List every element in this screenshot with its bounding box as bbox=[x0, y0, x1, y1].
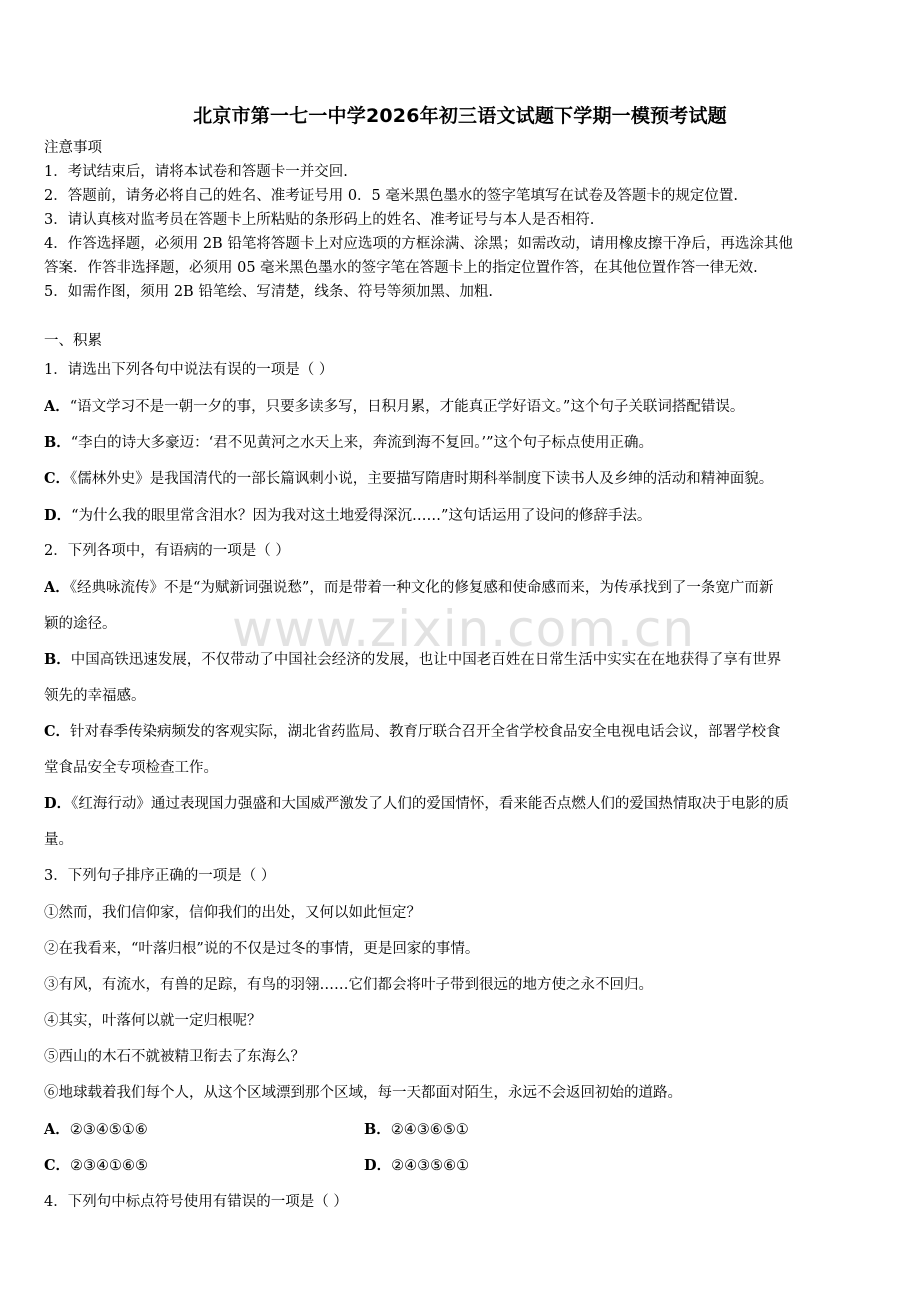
option-d bbox=[44, 794, 878, 814]
option-label: D． bbox=[44, 795, 72, 812]
option-d bbox=[44, 506, 878, 526]
question-stem: 4．下列句中标点符号使用有错误的一项是（ ） bbox=[44, 1194, 348, 1210]
option-label: A． bbox=[44, 1121, 70, 1138]
option-d-continued: 量。 bbox=[44, 832, 73, 848]
option-text: “李白的诗大多豪迈：‘君不见黄河之水天上来，奔流到海不复回。’”这个句子标点使用正确。 bbox=[70, 435, 654, 451]
option-text: ②④③⑥⑤① bbox=[390, 1122, 469, 1138]
option-a bbox=[44, 1120, 148, 1140]
option-c bbox=[44, 722, 878, 742]
option-label: D． bbox=[364, 1157, 392, 1174]
option-label: B． bbox=[44, 651, 71, 668]
notice-heading: 注意事项 bbox=[44, 140, 102, 156]
option-text: 《经典咏流传》不是“为赋新词强说愁”，而是带着一种文化的修复感和使命感而来，为传承找到了一条宽广而新 bbox=[69, 580, 774, 596]
option-label: C． bbox=[44, 470, 71, 487]
option-c-continued: 堂食品安全专项检查工作。 bbox=[44, 760, 218, 776]
option-text: 中国高铁迅速发展，不仅带动了中国社会经济的发展，也让中国老百姓在日常生活中实实在在地获得了享有世界 bbox=[70, 652, 782, 668]
notice-item: 3．请认真核对监考员在答题卡上所粘贴的条形码上的姓名、准考证号与本人是否相符. bbox=[44, 212, 595, 228]
option-label: A． bbox=[44, 398, 70, 415]
option-label: A． bbox=[44, 579, 70, 596]
option-text: “为什么我的眼里常含泪水？因为我对这土地爱得深沉……”这句话运用了设问的修辞手法。 bbox=[71, 508, 652, 524]
question-stem: 2．下列各项中，有语病的一项是（ ） bbox=[44, 543, 290, 559]
option-text: 针对春季传染病频发的客观实际，湖北省药监局、教育厅联合召开全省学校食品安全电视电话会议，部署学校食 bbox=[70, 724, 781, 740]
option-b bbox=[44, 650, 878, 670]
sentence-item: ②在我看来，“叶落归根”说的不仅是过冬的事情，更是回家的事情。 bbox=[44, 941, 480, 957]
option-a bbox=[44, 397, 878, 417]
option-label: B． bbox=[44, 434, 71, 451]
option-c bbox=[44, 469, 878, 489]
page-title: 北京市第一七一中学2026年初三语文试题下学期一模预考试题 bbox=[193, 105, 727, 127]
option-text: ②③④①⑥⑤ bbox=[70, 1158, 149, 1174]
option-text: “语文学习不是一朝一夕的事，只要多读多写，日积月累，才能真正学好语文。”这个句子关联词搭配错误。 bbox=[69, 399, 745, 415]
option-b bbox=[44, 433, 878, 453]
option-c bbox=[44, 1156, 148, 1176]
option-label: D． bbox=[44, 507, 72, 524]
option-label: C． bbox=[44, 723, 71, 740]
question-stem: 3．下列句子排序正确的一项是（ ） bbox=[44, 868, 276, 884]
option-d bbox=[364, 1156, 469, 1176]
sentence-item: ⑥地球载着我们每个人，从这个区域漂到那个区域，每一天都面对陌生，永远不会返回初始的道路。 bbox=[44, 1085, 682, 1101]
option-b-continued: 领先的幸福感。 bbox=[44, 688, 146, 704]
option-text: 《红海行动》通过表现国力强盛和大国威严激发了人们的爱国情怀，看来能否点燃人们的爱国热情取决于电影的质 bbox=[71, 796, 789, 812]
section-heading: 一、积累 bbox=[44, 333, 102, 349]
notice-item: 1．考试结束后，请将本试卷和答题卡一并交回. bbox=[44, 164, 348, 180]
sentence-item: ③有风，有流水，有兽的足踪，有鸟的羽翎……它们都会将叶子带到很远的地方使之永不回归。 bbox=[44, 977, 653, 993]
option-label: B． bbox=[364, 1121, 391, 1138]
option-text: ②④③⑤⑥① bbox=[391, 1158, 470, 1174]
notice-item: 4．作答选择题，必须用 2B 铅笔将答题卡上对应选项的方框涂满、涂黑；如需改动，请用橡皮擦干净后，再选涂其他 bbox=[44, 236, 793, 252]
sentence-item: ①然而，我们信仰家，信仰我们的出处，又何以如此恒定？ bbox=[44, 905, 421, 921]
sentence-item: ④其实，叶落何以就一定归根呢？ bbox=[44, 1013, 262, 1029]
option-text: 《儒林外史》是我国清代的一部长篇讽刺小说，主要描写隋唐时期科举制度下读书人及乡绅的活动和精神面貌。 bbox=[70, 471, 774, 487]
option-text: ②③④⑤①⑥ bbox=[69, 1122, 148, 1138]
watermark: www.zixin.com.cn bbox=[232, 600, 696, 658]
option-b bbox=[364, 1120, 469, 1140]
option-a-continued: 颖的途径。 bbox=[44, 616, 117, 632]
question-stem: 1．请选出下列各句中说法有误的一项是（ ） bbox=[44, 362, 334, 378]
option-label: C． bbox=[44, 1157, 71, 1174]
option-a bbox=[44, 578, 878, 598]
notice-item: 2．答题前，请务必将自己的姓名、准考证号用 0．5 毫米黑色墨水的签字笔填写在试卷及答题卡的规定位置. bbox=[44, 188, 738, 204]
notice-item: 5．如需作图，须用 2B 铅笔绘、写清楚，线条、符号等须加黑、加粗. bbox=[44, 284, 493, 300]
sentence-item: ⑤西山的木石不就被精卫衔去了东海么？ bbox=[44, 1049, 305, 1065]
notice-item: 答案．作答非选择题，必须用 05 毫米黑色墨水的签字笔在答题卡上的指定位置作答，在其他位置作答一律无效. bbox=[44, 260, 758, 276]
